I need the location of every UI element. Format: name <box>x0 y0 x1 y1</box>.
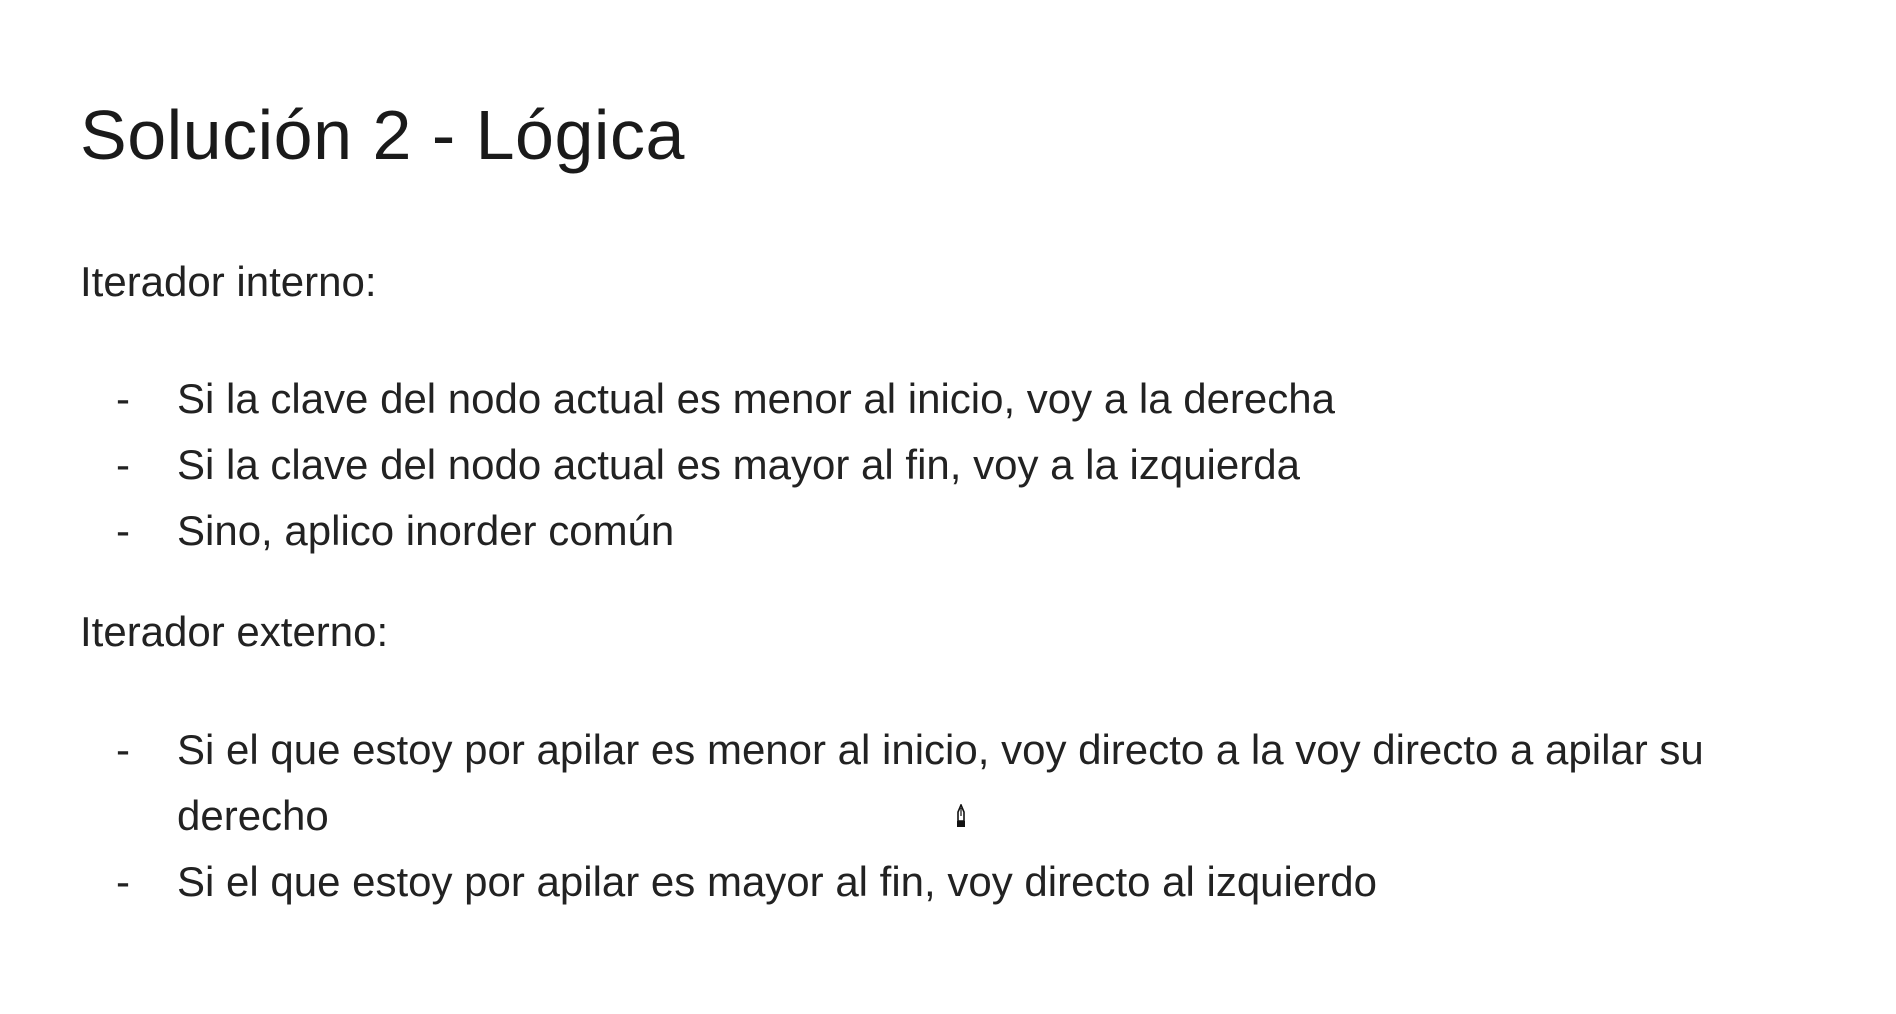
list-item <box>0 498 1867 564</box>
list-item-text: Sino, aplico inorder común <box>177 507 675 554</box>
internal-iterator-list <box>0 366 1867 564</box>
bullet-marker: - <box>116 726 130 773</box>
list-item <box>0 366 1867 432</box>
list-item-text: Si el que estoy por apilar es mayor al fin, voy directo al izquierdo <box>177 858 1377 905</box>
slide-title: Solución 2 - Lógica <box>80 96 685 174</box>
list-item-text: Si el que estoy por apilar es menor al inicio, voy directo a la voy directo a apilar su derecho <box>177 726 1704 839</box>
list-item <box>0 717 1867 849</box>
list-item-text: Si la clave del nodo actual es menor al inicio, voy a la derecha <box>177 375 1335 422</box>
section-heading-external-iterator: Iterador externo: <box>80 608 389 655</box>
list-item <box>0 432 1867 498</box>
bullet-marker: - <box>116 375 130 422</box>
list-item <box>0 849 1867 915</box>
external-iterator-list <box>0 717 1867 915</box>
section-heading-internal-iterator: Iterador interno: <box>80 258 377 305</box>
bullet-marker: - <box>116 858 130 905</box>
list-item-text: Si la clave del nodo actual es mayor al fin, voy a la izquierda <box>177 441 1300 488</box>
bullet-marker: - <box>116 507 130 554</box>
pen-cursor-icon <box>953 804 969 830</box>
bullet-marker: - <box>116 441 130 488</box>
